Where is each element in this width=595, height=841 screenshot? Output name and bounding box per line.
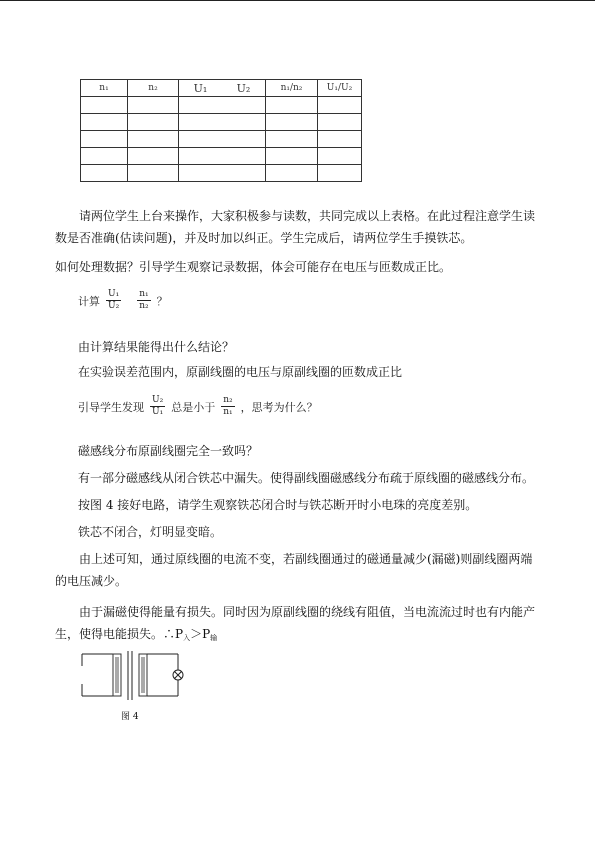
header-u1-u2 — [179, 80, 266, 97]
fraction-numerator: n₁ — [139, 289, 149, 299]
table-row — [81, 114, 362, 131]
formula-guide-tail: ，思考为什么？ — [240, 400, 318, 414]
header-n2: n₂ — [128, 80, 179, 97]
paragraph-data-question: 如何处理数据？引导学生观察记录数据，体会可能存在电压与匝数成正比。 — [55, 260, 452, 274]
fraction-denominator: n₁ — [223, 407, 233, 417]
header-u-ratio: U₁/U₂ — [318, 80, 362, 97]
fraction-numerator: U₁ — [108, 289, 120, 299]
header-n1: n₁ — [81, 80, 128, 97]
table-cell — [318, 114, 362, 131]
paragraph-conclusion: 在实验误差范围内，原副线圈的电压与原副线圈的匝数成正比 — [78, 365, 403, 379]
primary-winding — [115, 657, 119, 693]
fraction-denominator: U₂ — [108, 301, 120, 311]
table-cell — [266, 165, 318, 182]
header-u2: U₂ — [236, 81, 251, 95]
table-cell — [179, 97, 266, 114]
table-cell — [128, 148, 179, 165]
paragraph-procedure: 请两位学生上台来操作，大家积极参与读数，共同完成以上表格。在此过程注意学生读数是否准确(估读问题)，并及时加以纠正。学生完成后，请两位学生手摸铁芯。 — [55, 209, 536, 245]
table-cell — [266, 114, 318, 131]
table-cell — [179, 165, 266, 182]
table-cell — [179, 114, 266, 131]
power-in-subscript: 入 — [183, 634, 191, 642]
top-rule — [0, 0, 595, 1]
paragraph-energy-loss — [55, 601, 541, 649]
fraction-n1-over-n2 — [137, 289, 150, 312]
table-cell — [128, 114, 179, 131]
table-cell — [128, 165, 179, 182]
header-n-ratio: n₁/n₂ — [266, 80, 318, 97]
greater-than-power: ＞P — [190, 627, 211, 641]
fraction-denominator: n₂ — [139, 301, 149, 311]
paragraph-circuit-instruction: 按图 4 接好电路，请学生观察铁芯闭合时与铁芯断开时小电珠的亮度差别。 — [78, 498, 478, 512]
power-out-subscript: 输 — [210, 634, 218, 642]
table-cell — [266, 148, 318, 165]
formula-guide-lead: 引导学生发现 — [78, 400, 144, 414]
transformer-circuit-diagram — [80, 650, 185, 702]
table-cell — [81, 148, 128, 165]
energy-loss-text: 由于漏磁使得能量有损失。同时因为原副线圈的绕线有阻值，当电流流过时也有内能产生，使得电能损失。∴P — [55, 605, 536, 641]
table-row — [81, 165, 362, 182]
fraction-n2-over-n1 — [221, 395, 234, 418]
secondary-winding — [141, 657, 145, 693]
table-cell — [81, 97, 128, 114]
table-cell — [179, 148, 266, 165]
table-cell — [179, 131, 266, 148]
table-cell — [318, 165, 362, 182]
table-row — [81, 97, 362, 114]
fraction-numerator: U₂ — [152, 395, 164, 405]
fraction-u2-over-u1 — [150, 395, 165, 418]
formula-guide — [78, 395, 318, 418]
table-row — [81, 131, 362, 148]
table-header-row — [81, 80, 362, 97]
formula-compute-tail: ？ — [156, 294, 168, 308]
paragraph-flux-leak: 有一部分磁感线从闭合铁芯中漏失。使得副线圈磁感线分布疏于原线圈的磁感线分布。 — [78, 471, 535, 485]
fraction-u1-over-u2 — [106, 289, 121, 312]
table-cell — [266, 97, 318, 114]
table-cell — [318, 131, 362, 148]
figure-label: 图 4 — [121, 712, 139, 722]
fraction-denominator: U₁ — [152, 407, 164, 417]
table-cell — [318, 148, 362, 165]
paragraph-flux-question: 磁感线分布原副线圈完全一致吗？ — [78, 444, 259, 458]
table-cell — [81, 114, 128, 131]
paragraph-conclusion-question: 由计算结果能得出什么结论？ — [78, 340, 235, 354]
table-cell — [128, 97, 179, 114]
table-cell — [81, 131, 128, 148]
data-table — [80, 79, 362, 182]
paragraph-voltage-drop: 由上述可知，通过原线圈的电流不变，若副线圈通过的磁通量减少(漏磁)则副线圈两端的电压减少。 — [55, 552, 533, 588]
fraction-numerator: n₂ — [223, 395, 233, 405]
table-cell — [266, 131, 318, 148]
table-cell — [128, 131, 179, 148]
formula-compute-label: 计算 — [78, 294, 100, 308]
header-u1: U₁ — [193, 81, 208, 95]
table-row — [81, 148, 362, 165]
table-cell — [318, 97, 362, 114]
paragraph-observation: 铁芯不闭合，灯明显变暗。 — [78, 525, 223, 539]
formula-compute — [78, 289, 168, 312]
table-cell — [81, 165, 128, 182]
formula-guide-mid: 总是小于 — [171, 400, 216, 414]
